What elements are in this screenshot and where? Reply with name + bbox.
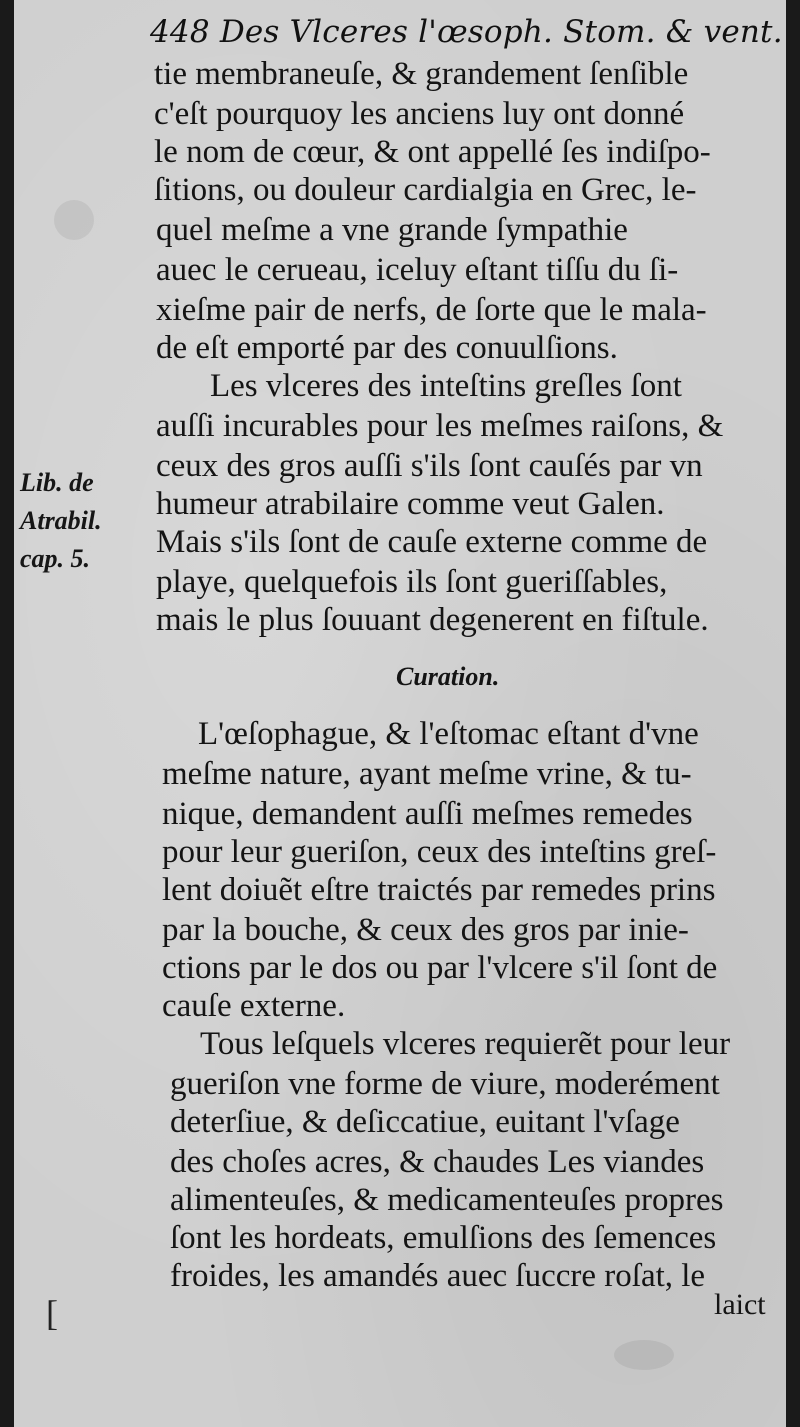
text-line: froides, les amandés auec ſuccre roſat, le (170, 1258, 706, 1294)
text-line: quel meſme a vne grande ſympathie (156, 212, 628, 248)
text-line: ſont les hordeats, emulſions des ſemences (170, 1220, 717, 1256)
text-line: meſme nature, ayant meſme vrine, & tu- (162, 756, 692, 792)
text-line: Mais s'ils ſont de cauſe externe comme de (156, 524, 708, 560)
text-line: lent doiuẽt eſtre traictés par remedes prins (162, 872, 716, 908)
book-page (14, 0, 786, 1427)
bracket-mark: [ (46, 1293, 58, 1333)
running-head: 448 Des Vlceres l'œsoph. Stom. & vent. (150, 14, 783, 50)
text-line: Les vlceres des inteſtins greſles ſont (210, 368, 682, 404)
text-line: ſitions, ou douleur cardialgia en Grec, le- (154, 172, 697, 208)
text-line: de eſt emporté par des conuulſions. (156, 330, 618, 366)
text-line: L'œſophague, & l'eſtomac eſtant d'vne (198, 716, 699, 752)
text-line: des choſes acres, & chaudes Les viandes (170, 1144, 705, 1180)
text-line: ceux des gros auſſi s'ils ſont cauſés par vn (156, 448, 703, 484)
text-line: gueriſon vne forme de viure, moderément (170, 1066, 720, 1102)
text-line: auec le cerueau, iceluy eſtant tiſſu du ſi- (156, 252, 679, 288)
text-line: cauſe externe. (162, 988, 346, 1024)
text-line: tie membraneuſe, & grandement ſenſible (154, 56, 689, 92)
text-line: ctions par le dos ou par l'vlcere s'il ſont de (162, 950, 718, 986)
text-line: c'eſt pourquoy les anciens luy ont donné (154, 96, 685, 132)
text-line: alimenteuſes, & medicamenteuſes propres (170, 1182, 724, 1218)
text-line: par la bouche, & ceux des gros par inie- (162, 912, 689, 948)
text-line: auſſi incurables pour les meſmes raiſons, & (156, 408, 724, 444)
margin-note-line: cap. 5. (20, 544, 91, 573)
margin-note-line: Atrabil. (20, 506, 102, 535)
text-line: nique, demandent auſſi meſmes remedes (162, 796, 693, 832)
text-line: humeur atrabilaire comme veut Galen. (156, 486, 665, 522)
margin-note-line: Lib. de (20, 468, 94, 497)
text-line: playe, quelquefois ils ſont gueriſſables, (156, 564, 668, 600)
ink-stain (54, 200, 94, 240)
text-line: le nom de cœur, & ont appellé ſes indiſpo- (154, 134, 711, 170)
text-line: mais le plus ſouuant degenerent en fiſtule. (156, 602, 709, 638)
text-line: pour leur gueriſon, ceux des inteſtins greſ- (162, 834, 717, 870)
text-line: deterſiue, & deſiccatiue, euitant l'vſage (170, 1104, 680, 1140)
catchword: laict (714, 1288, 766, 1321)
ink-stain (614, 1340, 674, 1370)
section-title: Curation. (396, 662, 500, 691)
text-line: xieſme pair de nerfs, de ſorte que le mala- (156, 292, 707, 328)
text-line: Tous leſquels vlceres requierẽt pour leur (200, 1026, 731, 1062)
